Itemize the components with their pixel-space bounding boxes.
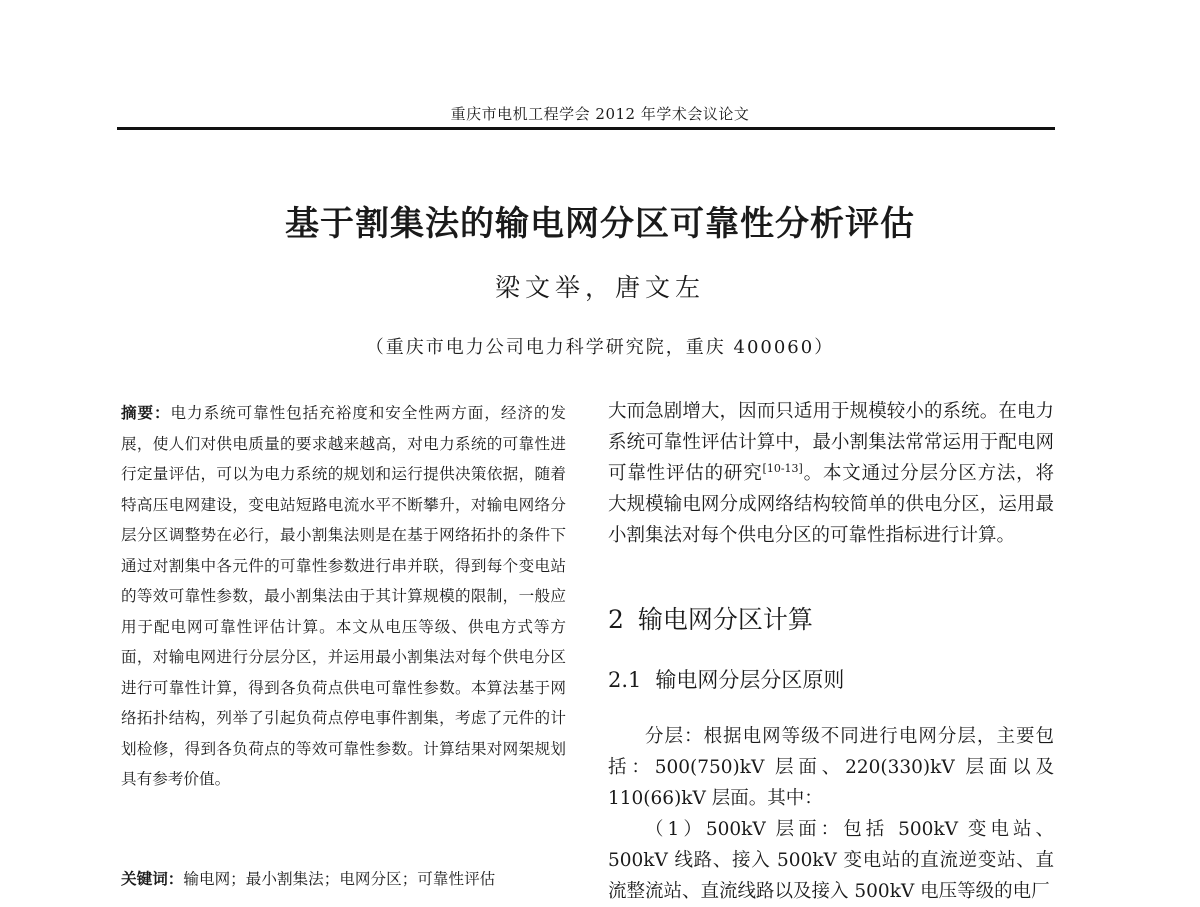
intro-text-1: 大而急剧增大，因而只适用于规模较小的系统。在电力系统可靠性评估计算中，最小割集法常常运用于配电网可靠性评估的研究 xyxy=(608,401,1054,484)
running-header: 重庆市电机工程学会 2012 年学术会议论文 xyxy=(450,105,750,123)
intro-paragraph xyxy=(608,396,1054,551)
abstract-text: 电力系统可靠性包括充裕度和安全性两方面，经济的发展，使人们对供电质量的要求越来越高，对电力系统的可靠性进行定量评估，可以为电力系统的规划和运行提供决策依据，随着特高压电网建设，变电站短路电流水平不断攀升，对输电网络分层分区调整势在必行，最小割集法则是在基于网络拓扑的条件下通过对割集中各元件的可靠性参数进行串并联，得到每个变电站的等效可靠性参数，最小割集法由于其计算规模的限制，一般应用于配电网可靠性评估计算。本文从电压等级、供电方式等方面，对输电网进行分层分区，并运用最小割集法对每个供电分区进行可靠性计算，得到各负荷点供电可靠性参数。本算法基于网络拓扑结构，列举了引起负荷点停电事件割集，考虑了元件的计划检修，得到各负荷点的等效可靠性参数。计算结果对网架规划具有参考价值。 xyxy=(121,404,566,788)
section-title: 输电网分区计算 xyxy=(637,605,813,634)
right-column-intro xyxy=(608,396,1054,551)
right-column-body xyxy=(608,721,1054,907)
keywords-label: 关键词： xyxy=(121,870,184,888)
keywords-text: 输电网；最小割集法；电网分区；可靠性评估 xyxy=(183,870,496,888)
header-rule xyxy=(117,127,1055,130)
section-number: 2 xyxy=(608,605,624,634)
affiliation: （重庆市电力公司电力科学研究院，重庆 400060） xyxy=(365,337,835,358)
subsection-heading xyxy=(608,664,844,694)
body-paragraph: 分层：根据电网等级不同进行电网分层，主要包括：500(750)kV 层面、220(330)kV 层面以及 110(66)kV 层面。其中： xyxy=(608,726,1054,809)
keywords xyxy=(121,867,566,891)
body-paragraph: （1）500kV 层面：包括 500kV 变电站、500kV 线路、接入 500kV 变电站的直流逆变站、直流整流站、直流线路以及接入 500kV 电压等级的电厂 xyxy=(608,819,1054,902)
citation-ref: [10-13] xyxy=(762,461,803,475)
subsection-number: 2.1 xyxy=(608,668,642,692)
authors: 梁文举，唐文左 xyxy=(494,273,705,302)
subsection-title: 输电网分层分区原则 xyxy=(655,668,845,692)
paper-title: 基于割集法的输电网分区可靠性分析评估 xyxy=(285,204,915,244)
intro-text-2: 。本文通过分层分区方法，将大规模输电网分成网络结构较简单的供电分区，运用最小割集法对每个供电分区的可靠性指标进行计算。 xyxy=(608,463,1054,546)
abstract-label: 摘要： xyxy=(121,404,171,422)
left-column xyxy=(121,398,566,795)
section-heading xyxy=(608,600,813,636)
abstract xyxy=(121,398,566,795)
